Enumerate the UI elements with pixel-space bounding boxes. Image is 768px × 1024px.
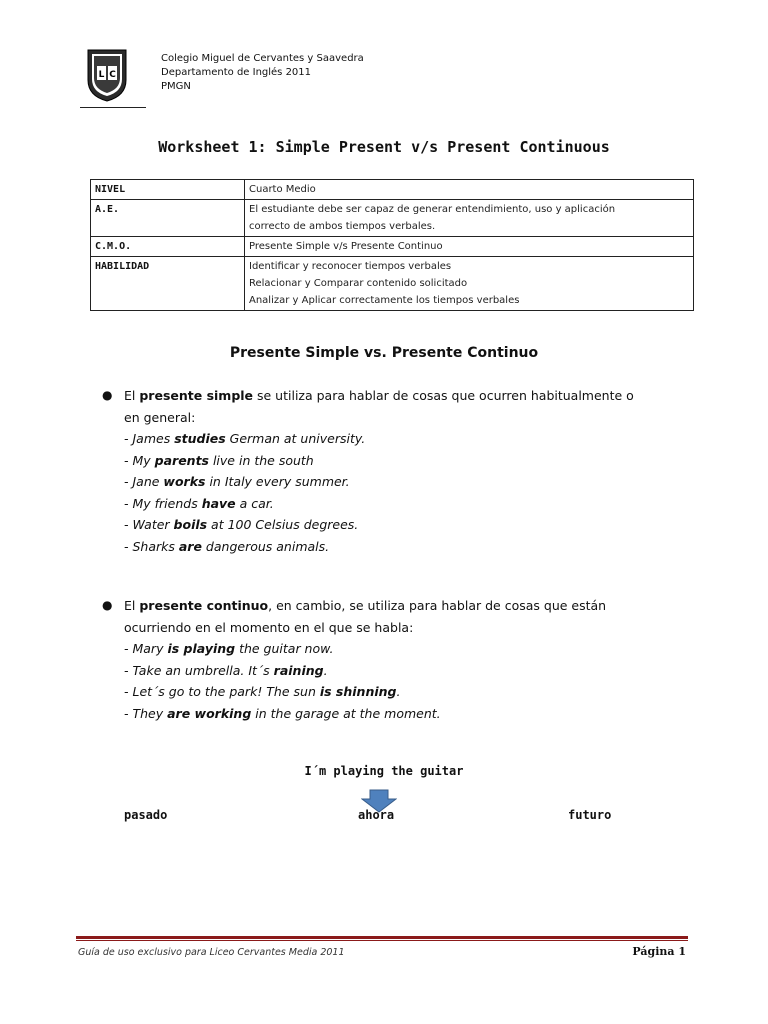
table-key: NIVEL: [91, 180, 245, 200]
page-number: Página 1: [632, 945, 686, 958]
list-item: - My parents live in the south: [124, 452, 314, 468]
svg-text:C: C: [109, 70, 116, 80]
timeline-now: ahora: [358, 808, 395, 822]
list-item: - They are working in the garage at the moment.: [124, 705, 441, 721]
list-item: - Let´s go to the park! The sun is shinning.: [124, 684, 401, 699]
table-row: [91, 237, 694, 257]
footer-note: Guía de uso exclusivo para Liceo Cervantes Media 2011: [78, 947, 345, 958]
list-item: - James studies German at university.: [124, 431, 366, 446]
simple-present-section: [102, 385, 694, 557]
department-name: Departamento de Inglés 2011: [161, 67, 312, 78]
footer-divider: [76, 936, 688, 939]
table-value: Identificar y reconocer tiempos verbales Relacionar y Comparar contenido solicitado Analizar y Aplicar correctamente los tiempos verbales: [245, 257, 694, 311]
present-continuous-section: [102, 595, 694, 724]
table-row: [91, 180, 694, 200]
header-text: [161, 52, 364, 94]
logo-underline: [80, 107, 146, 108]
table-key: HABILIDAD: [91, 257, 245, 311]
school-name: Colegio Miguel de Cervantes y Saavedra: [161, 53, 364, 64]
list-item: - Take an umbrella. It´s raining.: [124, 662, 328, 678]
list-item: - Mary is playing the guitar now.: [124, 641, 334, 656]
table-value: Presente Simple v/s Presente Continuo: [245, 237, 694, 257]
table-row: [91, 257, 694, 311]
timeline-caption: I´m playing the guitar: [304, 764, 464, 778]
timeline-past: pasado: [124, 808, 168, 822]
list-item: - My friends have a car.: [124, 495, 274, 511]
table-value: El estudiante debe ser capaz de generar entendimiento, uso y aplicación correcto de ambos tiempos verbales.: [245, 200, 694, 237]
table-value: Cuarto Medio: [245, 180, 694, 200]
footer-divider-thin: [76, 940, 688, 941]
header-code: PMGN: [161, 81, 191, 92]
info-table: [90, 179, 694, 311]
continuous-intro-line2: ocurriendo en el momento en el que se habla:: [124, 619, 414, 635]
table-key: C.M.O.: [91, 237, 245, 257]
bullet-icon: ●: [102, 598, 113, 612]
list-item: - Water boils at 100 Celsius degrees.: [124, 517, 359, 532]
worksheet-title: Worksheet 1: Simple Present v/s Present Continuous: [158, 138, 610, 156]
simple-intro-line2: en general:: [124, 409, 196, 425]
simple-intro: El presente simple se utiliza para hablar de cosas que ocurren habitualmente o: [124, 388, 634, 403]
bullet-icon: ●: [102, 388, 113, 402]
section-subtitle: Presente Simple vs. Presente Continuo: [229, 345, 539, 361]
list-item: - Sharks are dangerous animals.: [124, 538, 330, 554]
school-logo: [84, 46, 130, 102]
svg-text:L: L: [98, 70, 105, 80]
timeline-future: futuro: [568, 808, 612, 822]
continuous-intro: El presente continuo, en cambio, se utiliza para hablar de cosas que están: [124, 598, 607, 613]
table-row: [91, 200, 694, 237]
list-item: - Jane works in Italy every summer.: [124, 474, 350, 489]
table-key: A.E.: [91, 200, 245, 237]
